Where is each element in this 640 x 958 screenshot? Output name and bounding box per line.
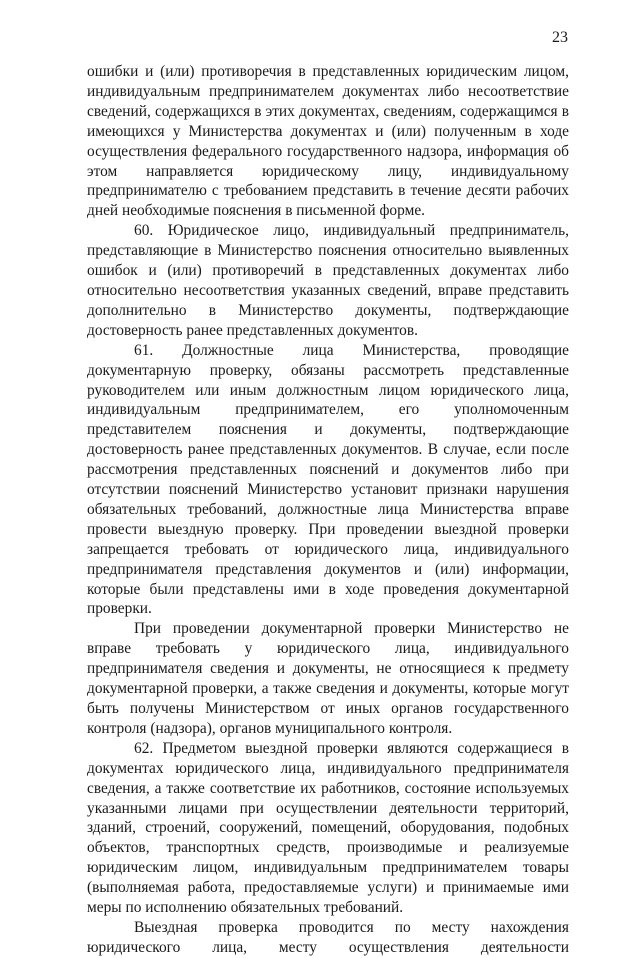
paragraph-clause-62: 62. Предметом выездной проверки являются содержащиеся в документах юридического лица, индивидуального предпринимателя сведения, а также соответствие их работников, состояние используемых указанными лицами при осуществлении деятельности территорий, зданий, строений, сооружений, помещений, оборудования, подобных объектов, транспортных средств, производимые и реализуемые юридическим лицом, индивидуальным предпринимателем товары (выполняемая работа, предоставляемые услуги) и принимаемые ими меры по исполнению обязательных требований. bbox=[87, 739, 569, 917]
document-body bbox=[87, 62, 569, 958]
paragraph-continuation: ошибки и (или) противоречия в представленных юридическим лицом, индивидуальным предпринимателем документах либо несоответствие сведений, содержащихся в этих документах, сведениям, содержащимся в имеющихся у Министерства документах и (или) полученным в ходе осуществления федерального государственного надзора, информация об этом направляется юридическому лицу, индивидуальному предпринимателю с требованием представить в течение десяти рабочих дней необходимые пояснения в письменной форме. bbox=[87, 63, 569, 220]
paragraph-documentary-check: При проведении документарной проверки Министерство не вправе требовать у юридического лица, индивидуального предпринимателя сведения и документы, не относящиеся к предмету документарной проверки, а также сведения и документы, которые могут быть получены Министерством от иных органов государственного контроля (надзора), органов муниципального контроля. bbox=[87, 620, 569, 737]
paragraph-clause-60: 60. Юридическое лицо, индивидуальный предприниматель, представляющие в Министерство пояснения относительно выявленных ошибок и (или) противоречий в представленных документах либо относительно несоответствия указанных сведений, вправе представить дополнительно в Министерство документы, подтверждающие достоверность ранее представленных документов. bbox=[87, 222, 569, 339]
paragraph-clause-61: 61. Должностные лица Министерства, проводящие документарную проверку, обязаны рассмотреть представленные руководителем или иным должностным лицом юридического лица, индивидуальным предпринимателем, его уполномоченным представителем пояснения и документы, подтверждающие достоверность ранее представленных документов. В случае, если после рассмотрения представленных пояснений и документов либо при отсутствии пояснений Министерство установит признаки нарушения обязательных требований, должностные лица Министерства вправе провести выездную проверку. При проведении выездной проверки запрещается требовать от юридического лица, индивидуального предпринимателя представления документов и (или) информации, которые были представлены ими в ходе проведения документарной проверки. bbox=[87, 341, 569, 618]
page-number: 23 bbox=[552, 29, 568, 46]
paragraph-field-check: Выездная проверка проводится по месту нахождения юридического лица, месту осуществления деятельности bbox=[87, 918, 569, 956]
